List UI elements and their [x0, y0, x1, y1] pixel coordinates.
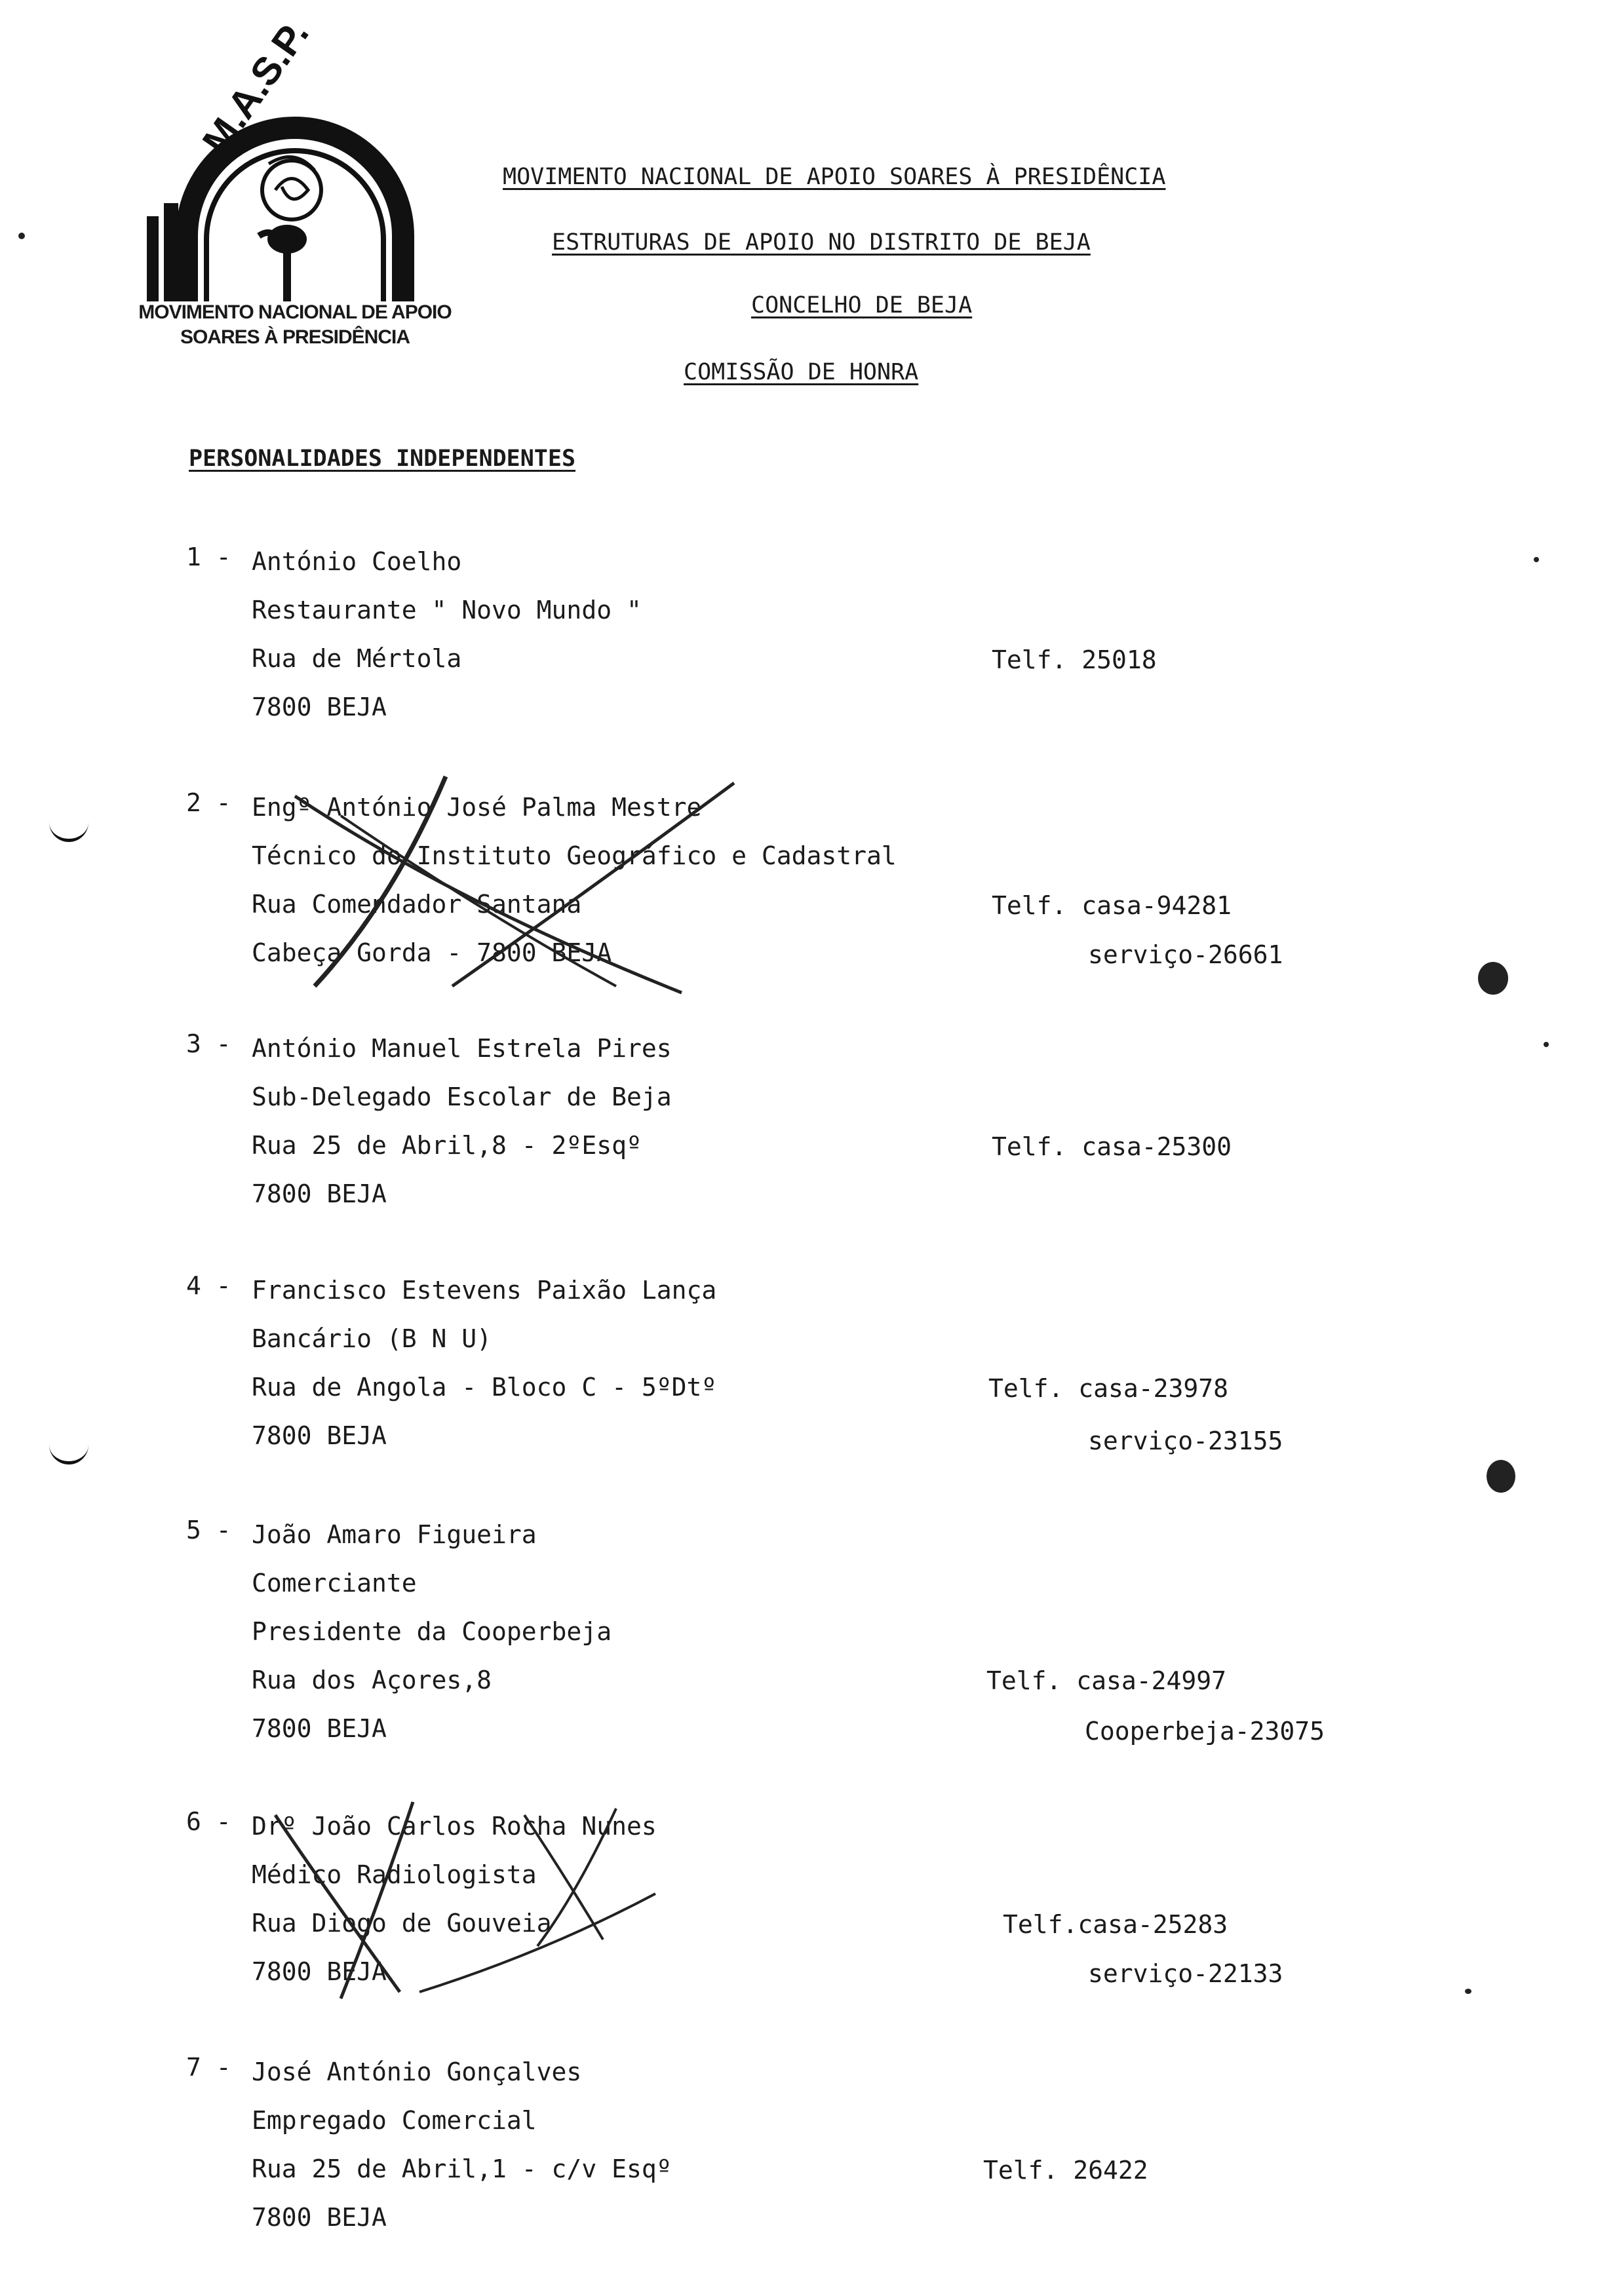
- scan-artifact: [49, 813, 88, 842]
- entry-number: 7 -: [186, 2053, 231, 2082]
- entry-phone: Telf. 26422: [983, 2156, 1148, 2185]
- header-line-2: ESTRUTURAS DE APOIO NO DISTRITO DE BEJA: [552, 229, 1091, 256]
- entry-line: Restaurante " Novo Mundo ": [252, 596, 642, 624]
- entry-line: 7800 BEJA: [252, 2203, 387, 2232]
- entry-phone: Telf. casa-23978: [988, 1374, 1229, 1403]
- section-title: PERSONALIDADES INDEPENDENTES: [189, 446, 576, 472]
- entry-line: António Coelho: [252, 547, 462, 576]
- entry-line: 7800 BEJA: [252, 1714, 387, 1743]
- entry-phone-secondary: serviço-26661: [1088, 940, 1283, 969]
- logo-line-1: MOVIMENTO NACIONAL DE APOIO: [138, 301, 452, 323]
- entry-line: Presidente da Cooperbeja: [252, 1617, 612, 1646]
- entry-line: Comerciante: [252, 1569, 417, 1598]
- scan-speck: [18, 233, 25, 239]
- ink-blot: [1487, 1460, 1515, 1493]
- header-line-3: CONCELHO DE BEJA: [751, 292, 973, 318]
- entry-line: José António Gonçalves: [252, 2057, 582, 2086]
- entry-line: Francisco Estevens Paixão Lança: [252, 1276, 717, 1305]
- svg-text:M.A.S.P.: M.A.S.P.: [193, 12, 317, 163]
- entry-line: 7800 BEJA: [252, 693, 387, 721]
- entry-line: António Manuel Estrela Pires: [252, 1034, 672, 1063]
- entry-line: Rua de Angola - Bloco C - 5ºDtº: [252, 1373, 717, 1402]
- entry-line: Empregado Comercial: [252, 2106, 537, 2135]
- entry-number: 1 -: [186, 543, 231, 571]
- entry-line: Cabeça Gorda - 7800 BEJA: [252, 938, 612, 967]
- entry-line: 7800 BEJA: [252, 1957, 387, 1986]
- entry-number: 6 -: [186, 1807, 231, 1836]
- entry-line: Rua 25 de Abril,1 - c/v Esqº: [252, 2154, 672, 2183]
- entry-line: Bancário (B N U): [252, 1324, 492, 1353]
- strike-mark: [249, 1795, 721, 2005]
- scan-speck: [1465, 1989, 1471, 1994]
- entry-number: 4 -: [186, 1271, 231, 1300]
- header-line-1: MOVIMENTO NACIONAL DE APOIO SOARES À PRESIDÊNCIA: [503, 164, 1166, 190]
- entry-line: Rua de Mértola: [252, 644, 462, 673]
- entry-line: Médico Radiologista: [252, 1860, 537, 1889]
- entry-line: Rua 25 de Abril,8 - 2ºEsqº: [252, 1131, 642, 1160]
- entry-line: Drº João Carlos Rocha Nunes: [252, 1812, 657, 1841]
- ink-blot: [1478, 962, 1508, 995]
- entry-line: Rua Diogo de Gouveia: [252, 1909, 552, 1938]
- logo-line-2: SOARES À PRESIDÊNCIA: [180, 326, 410, 348]
- entry-line: João Amaro Figueira: [252, 1520, 537, 1549]
- entry-line: Rua dos Açores,8: [252, 1666, 492, 1694]
- entry-line: Sub-Delegado Escolar de Beja: [252, 1082, 672, 1111]
- entry-line: 7800 BEJA: [252, 1179, 387, 1208]
- entry-phone: Telf.casa-25283: [1003, 1910, 1228, 1939]
- entry-phone-secondary: serviço-23155: [1088, 1426, 1283, 1455]
- entry-line: 7800 BEJA: [252, 1421, 387, 1450]
- strike-mark: [288, 770, 760, 1006]
- entry-phone: Telf. casa-94281: [992, 891, 1232, 920]
- entry-number: 3 -: [186, 1029, 231, 1058]
- scan-speck: [1544, 1042, 1549, 1047]
- entry-number: 2 -: [186, 788, 231, 817]
- entry-line: Técnico do Instituto Geográfico e Cadastral: [252, 841, 897, 870]
- entry-line: Engº António José Palma Mestre: [252, 793, 702, 822]
- entry-phone: Telf. casa-24997: [986, 1666, 1227, 1695]
- scan-speck: [1534, 557, 1539, 562]
- entry-line: Rua Comendador Santana: [252, 890, 582, 919]
- entry-phone-secondary: Cooperbeja-23075: [1085, 1717, 1325, 1746]
- scan-artifact: [49, 1435, 88, 1464]
- entry-number: 5 -: [186, 1516, 231, 1544]
- header-line-4: COMISSÃO DE HONRA: [684, 359, 919, 385]
- entry-phone: Telf. casa-25300: [992, 1132, 1232, 1161]
- entry-phone-secondary: serviço-22133: [1088, 1959, 1283, 1988]
- entry-phone: Telf. 25018: [992, 645, 1157, 674]
